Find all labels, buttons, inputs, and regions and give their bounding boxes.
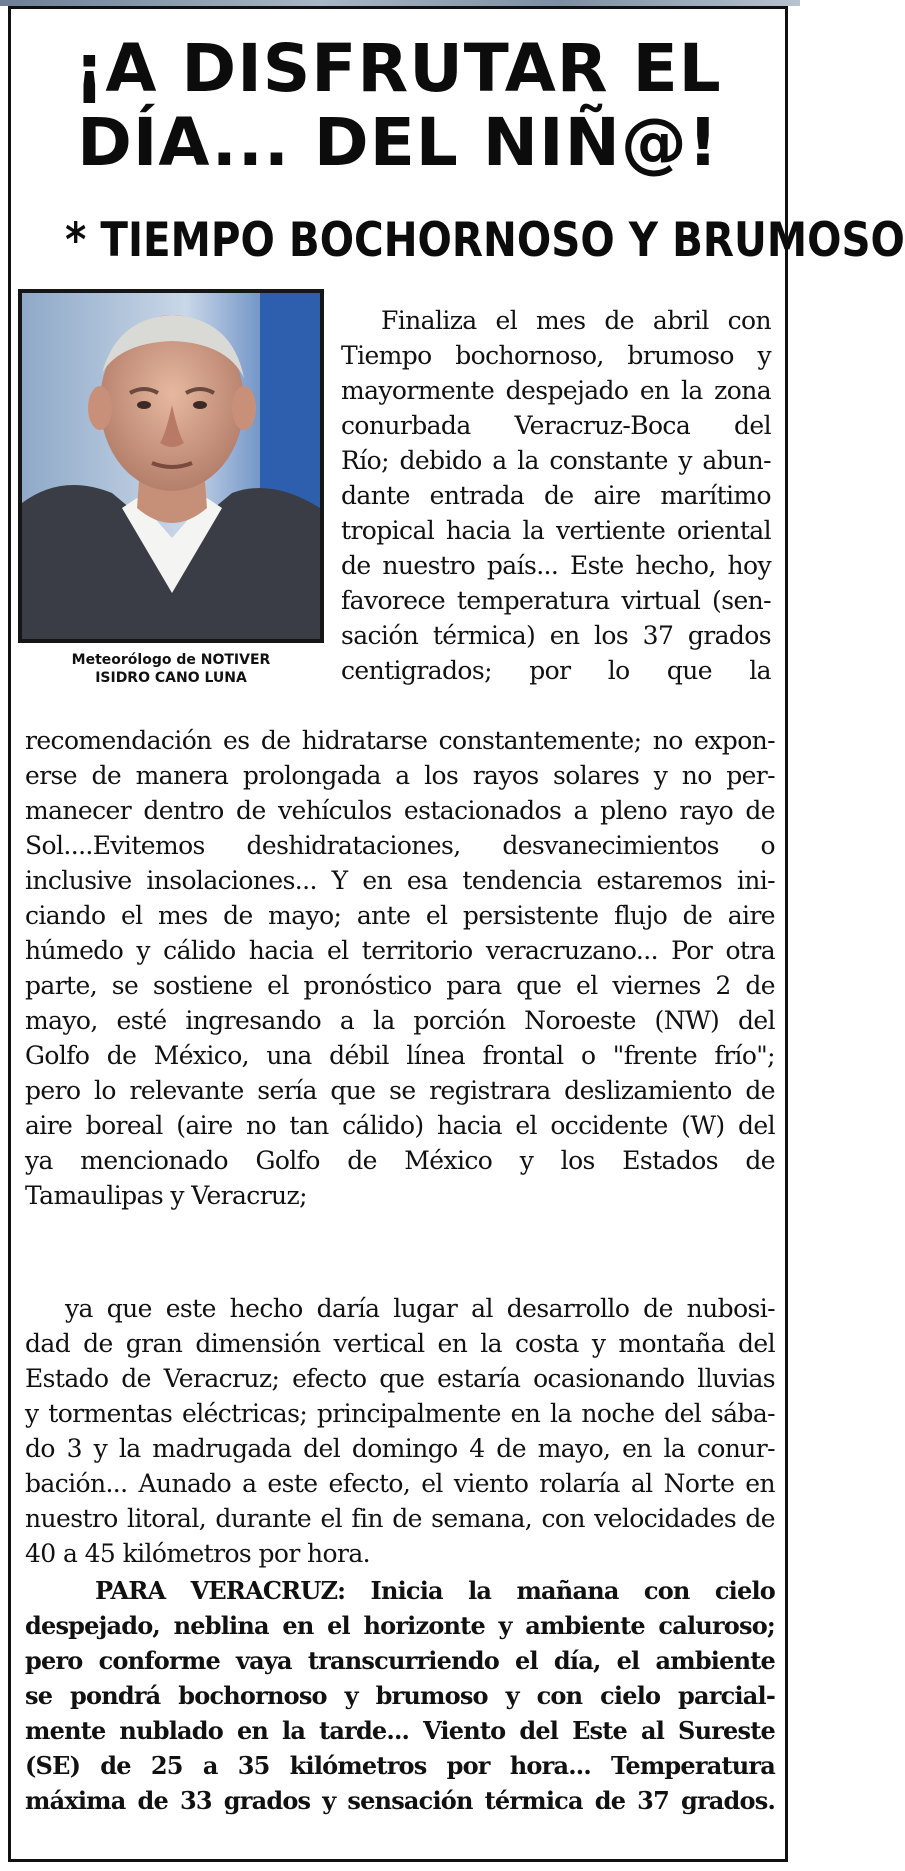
text-line: PARA VERACRUZ: Inicia la mañana con cielo	[95, 1576, 775, 1605]
text-line: conurbada Veracruz-Boca del	[341, 411, 771, 440]
article-body-paragraph-1	[25, 723, 775, 1213]
text-line: favorece temperatura virtual (sen-	[341, 586, 771, 615]
text-line: Sol....Evitemos deshidrataciones, desvanecimientos o	[25, 831, 775, 860]
text-line: máxima de 33 grados y sensación térmica de 37 grados.	[25, 1786, 775, 1815]
text-line: de nuestro país... Este hecho, hoy	[341, 551, 771, 580]
text-line: y tormentas eléctricas; principalmente en la noche del sába-	[25, 1399, 775, 1428]
text-line: dante entrada de aire marítimo	[341, 481, 771, 510]
text-line: pero conforme vaya transcurriendo el día, el ambiente	[25, 1646, 775, 1675]
meteorologist-photo	[18, 289, 324, 643]
text-line: erse de manera prolongada a los rayos solares y no per-	[25, 761, 775, 790]
text-line: nuestro litoral, durante el fin de semana, con velocidades de	[25, 1504, 775, 1533]
caption-line-1: Meteorólogo de NOTIVER	[71, 652, 271, 668]
text-line: mayo, esté ingresando a la porción Noroeste (NW) del	[25, 1006, 775, 1035]
text-line: ya que este hecho daría lugar al desarrollo de nubosi-	[65, 1294, 775, 1323]
text-line: Tamaulipas y Veracruz;	[25, 1181, 307, 1210]
text-line: (SE) de 25 a 35 kilómetros por hora... Temperatura	[25, 1751, 775, 1780]
text-line: Tiempo bochornoso, brumoso y	[341, 341, 771, 370]
text-line: centigrados; por lo que la	[341, 656, 771, 685]
text-line: mente nublado en la tarde... Viento del Este al Sureste	[25, 1716, 775, 1745]
text-line: dad de gran dimensión vertical en la costa y montaña del	[25, 1329, 775, 1358]
text-line: aire boreal (aire no tan cálido) hacia el occidente (W) del	[25, 1111, 775, 1140]
article-frame	[8, 6, 905, 1862]
text-line: recomendación es de hidratarse constantemente; no expon-	[25, 726, 775, 755]
text-line: Golfo de México, una débil línea frontal o "frente frío";	[25, 1041, 775, 1070]
text-line: 40 a 45 kilómetros por hora.	[25, 1539, 370, 1568]
subheadline: * TIEMPO BOCHORNOSO Y BRUMOSO	[65, 213, 905, 268]
text-line: Río; debido a la constante y abun-	[341, 446, 771, 475]
text-line: pero lo relevante sería que se registrara deslizamiento de	[25, 1076, 775, 1105]
text-line: do 3 y la madrugada del domingo 4 de mayo, en la conur-	[25, 1434, 775, 1463]
headline-line-1: ¡A DISFRUTAR EL	[74, 30, 722, 107]
text-line: se pondrá bochornoso y brumoso y con cielo parcial-	[25, 1681, 775, 1710]
text-line: bación... Aunado a este efecto, el viento rolaría al Norte en	[25, 1469, 775, 1498]
text-line: húmedo y cálido hacia el territorio veracruzano... Por otra	[25, 936, 775, 965]
article-body-paragraph-2	[25, 1291, 775, 1571]
headline-line-2: DÍA... DEL NIÑ@!	[77, 104, 719, 181]
text-line: Estado de Veracruz; efecto que estaría ocasionando lluvias	[25, 1364, 775, 1393]
text-line: sación térmica) en los 37 grados	[341, 621, 771, 650]
text-line: ciando el mes de mayo; ante el persistente flujo de aire	[25, 901, 775, 930]
article-column-text	[341, 303, 771, 688]
text-line: ya mencionado Golfo de México y los Estados de	[25, 1146, 775, 1175]
text-line: despejado, neblina en el horizonte y ambiente caluroso;	[25, 1611, 775, 1640]
text-line: Finaliza el mes de abril con	[381, 306, 771, 335]
text-line: inclusive insolaciones... Y en esa tendencia estaremos ini-	[25, 866, 775, 895]
text-line: tropical hacia la vertiente oriental	[341, 516, 771, 545]
text-line: parte, se sostiene el pronóstico para que el viernes 2 de	[25, 971, 775, 1000]
text-line: mayormente despejado en la zona	[341, 376, 771, 405]
text-line: manecer dentro de vehículos estacionados a pleno rayo de	[25, 796, 775, 825]
veracruz-forecast	[25, 1573, 775, 1818]
caption-line-2: ISIDRO CANO LUNA	[95, 670, 247, 686]
photo-caption	[18, 651, 324, 687]
